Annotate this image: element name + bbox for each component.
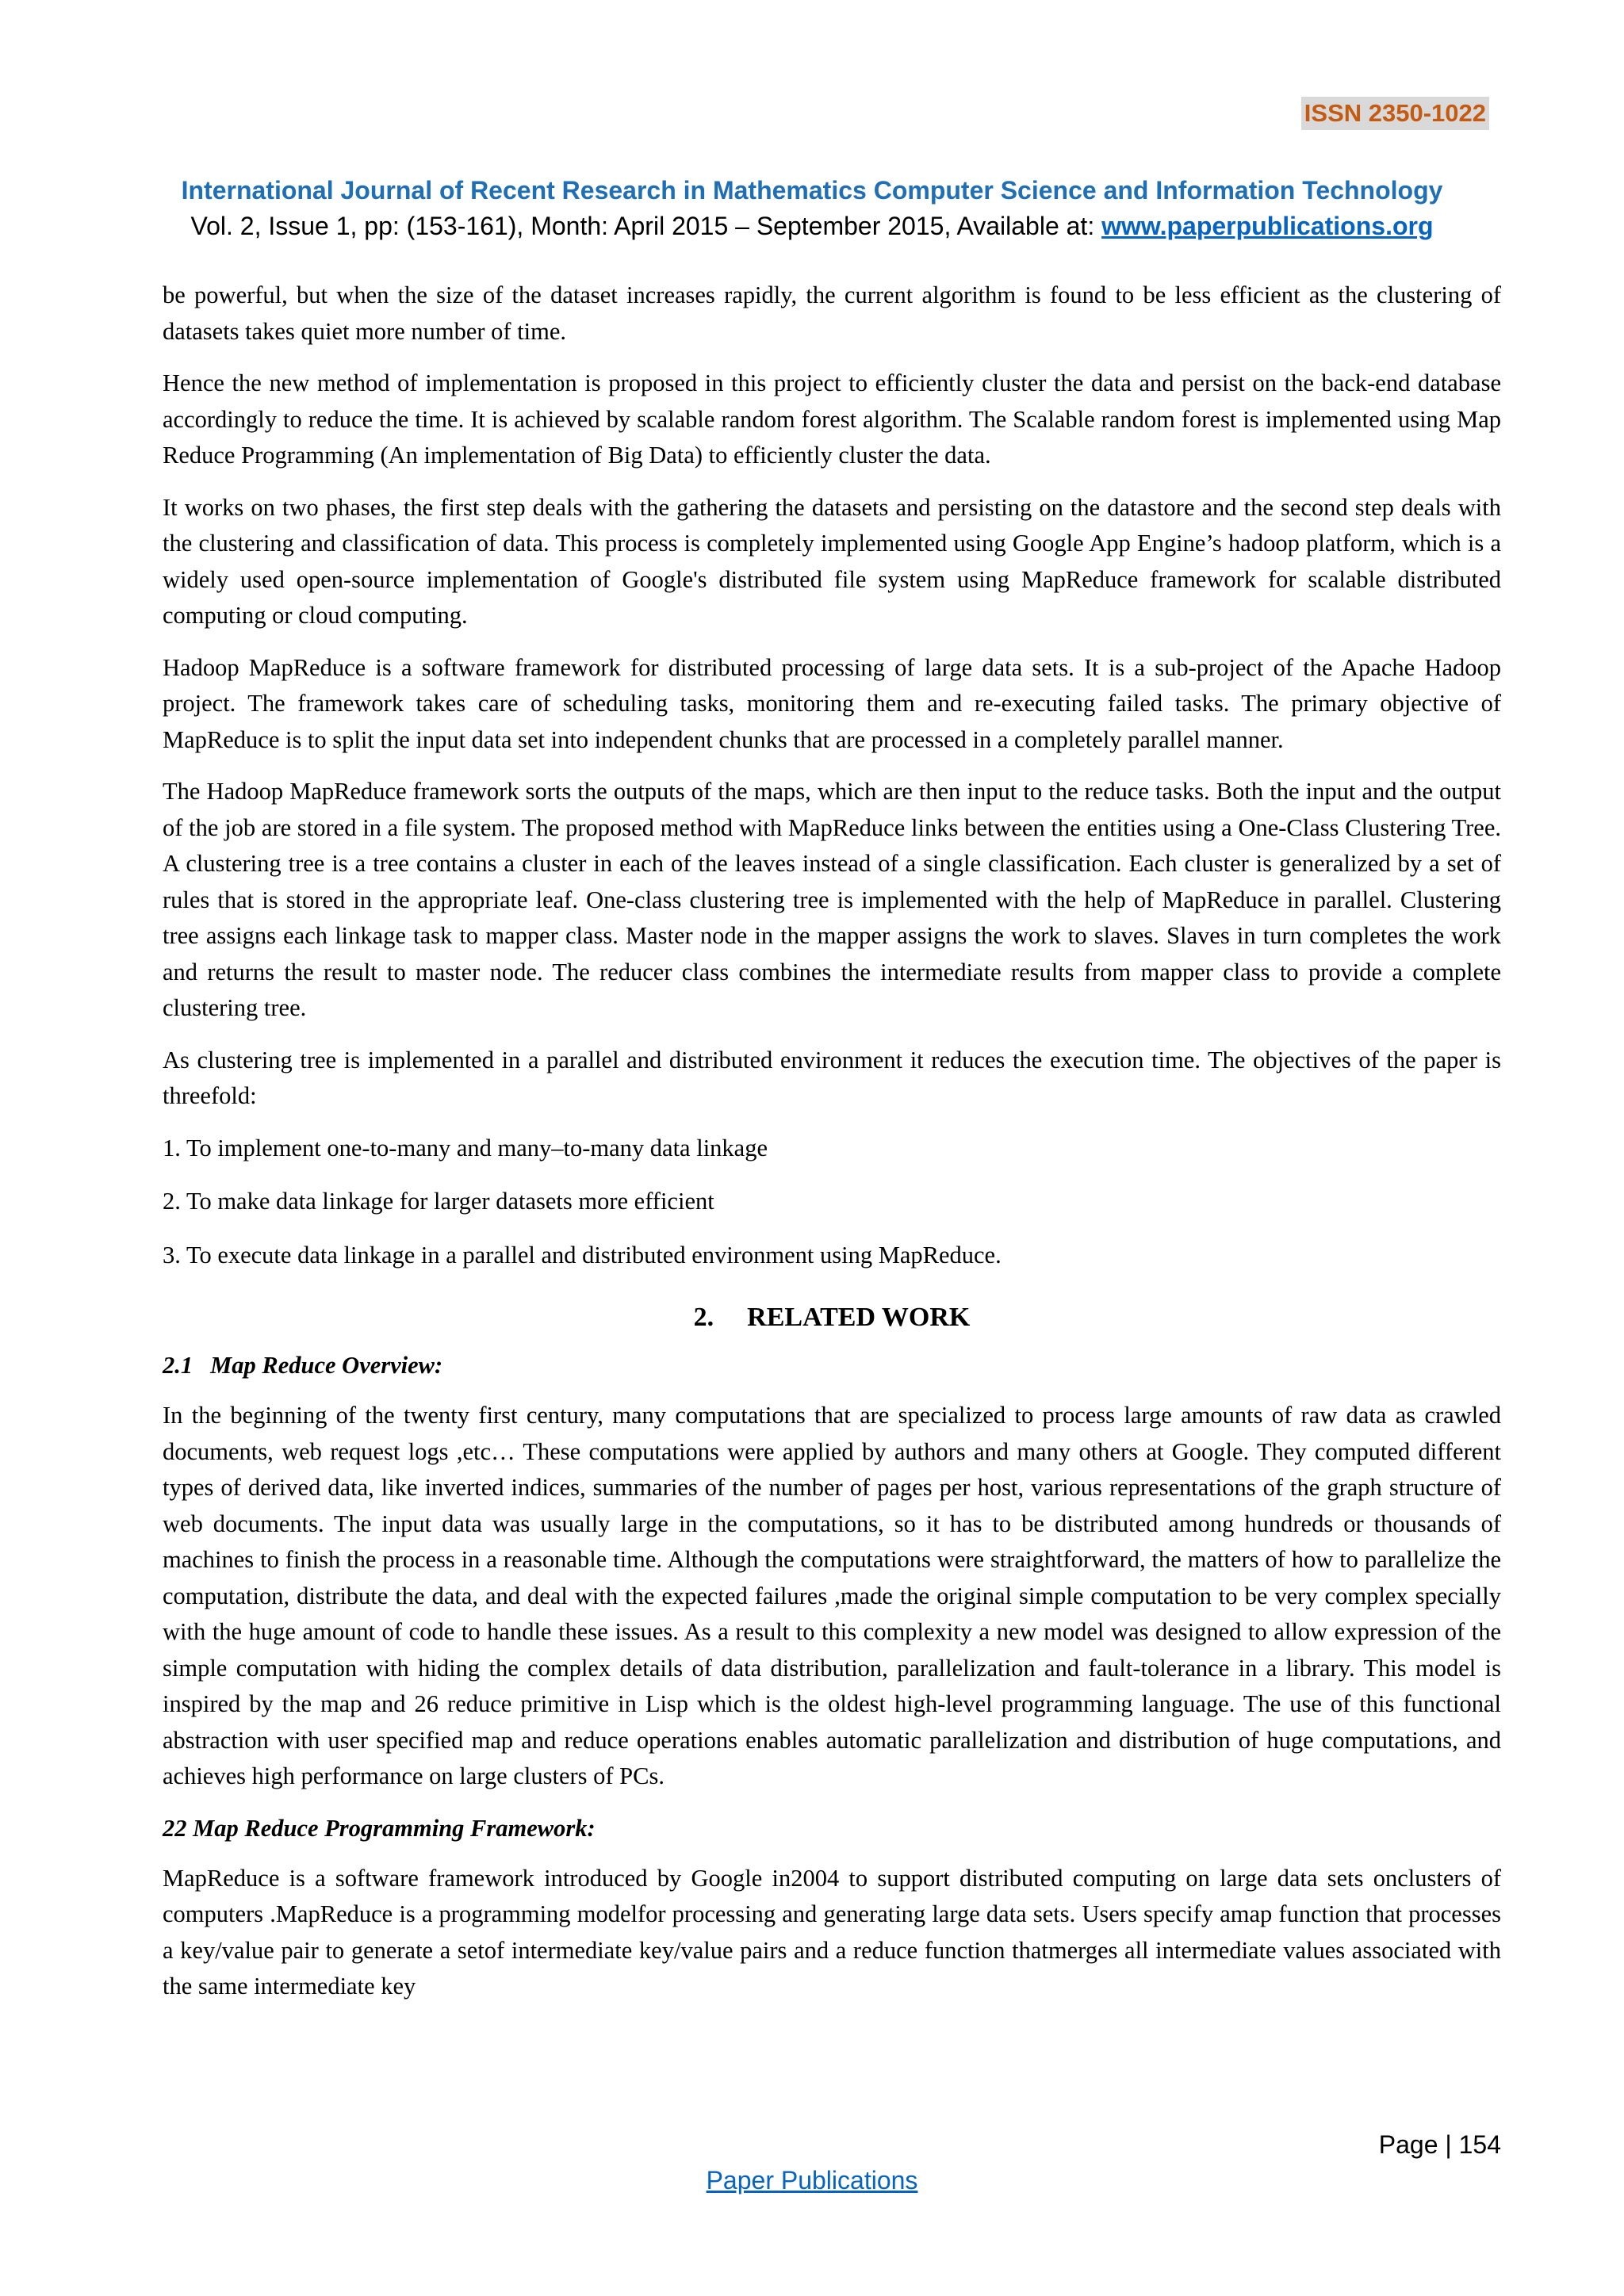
publisher-link[interactable]: Paper Publications <box>706 2166 918 2195</box>
objective-item: 3. To execute data linkage in a parallel and distributed environment using MapReduce. <box>163 1241 1002 1269</box>
journal-title: International Journal of Recent Research in Mathematics Computer Science and Information Technology <box>181 176 1443 205</box>
paragraph: Hadoop MapReduce is a software framework for distributed processing of large data sets. It is a sub-project of the Apache Hadoop project. The framework takes care of scheduling tasks, monitoring them and re-executing failed tasks. The primary objective of MapReduce is to split the input data set into independent chunks that are processed in a completely parallel manner. <box>163 653 1501 753</box>
journal-info-text: Vol. 2, Issue 1, pp: (153-161), Month: April 2015 – September 2015, Available at: <box>190 212 1102 240</box>
subsection-heading <box>163 1811 1501 1846</box>
paragraph: The Hadoop MapReduce framework sorts the outputs of the maps, which are then input to the reduce tasks. Both the input and the output of the job are stored in a file system. The proposed method with MapReduce links between the entities using a One-Class Clustering Tree. A clustering tree is a tree contains a cluster in each of the leaves instead of a single classification. Each cluster is generalized by a set of rules that is stored in the appropriate leaf. One-class clustering tree is implemented with the help of MapReduce in parallel. Clustering tree assigns each linkage task to mapper class. Master node in the mapper assigns the work to slaves. Slaves in turn completes the work and returns the result to master node. The reducer class combines the intermediate results from mapper class to provide a complete clustering tree. <box>163 778 1501 1021</box>
paragraph: In the beginning of the twenty first century, many computations that are specialized to process large amounts of raw data as crawled documents, web request logs ,etc… These computations were applied by authors and many others at Google. They computed different types of derived data, like inverted indices, summaries of the number of pages per host, various representations of the graph structure of web documents. The input data was usually large in the computations, so it has to be distributed among hundreds or thousands of machines to finish the process in a reasonable time. Although the computations were straightforward, the matters of how to parallelize the computation, distribute the data, and deal with the expected failures ,made the original simple computation to be very complex specially with the huge amount of code to handle these issues. As a result to this complexity a new model was designed to allow expression of the simple computation with hiding the complex details of data distribution, parallelization and fault-tolerance in a library. This model is inspired by the map and 26 reduce primitive in Lisp which is the oldest high-level programming language. The use of this functional abstraction with user specified map and reduce operations enables automatic parallelization and distribution of huge computations, and achieves high performance on large clusters of PCs. <box>163 1402 1501 1789</box>
section-title: RELATED WORK <box>747 1303 971 1332</box>
subsection-heading <box>163 1348 1501 1383</box>
subsection-title: 22 Map Reduce Programming Framework: <box>163 1814 596 1842</box>
paragraph: Hence the new method of implementation is proposed in this project to efficiently cluster the data and persist on the back-end database accordingly to reduce the time. It is achieved by scalable random forest algorithm. The Scalable random forest is implemented using Map Reduce Programming (An implementation of Big Data) to efficiently cluster the data. <box>163 369 1501 469</box>
subsection-number: 2.1 <box>163 1352 193 1379</box>
body-content <box>163 277 1501 2021</box>
objective-item: 1. To implement one-to-many and many–to-many data linkage <box>163 1134 768 1161</box>
page-number: Page | 154 <box>1378 2130 1501 2159</box>
paragraph: It works on two phases, the first step deals with the gathering the datasets and persisting on the datastore and the second step deals with the clustering and classification of data. This process is completely implemented using Google App Engine’s hadoop platform, which is a widely used open-source implementation of Google's distributed file system using MapReduce framework for scalable distributed computing or cloud computing. <box>163 493 1501 629</box>
journal-website-link[interactable]: www.paperpublications.org <box>1101 212 1434 240</box>
footer <box>0 2163 1624 2198</box>
section-heading <box>163 1299 1501 1337</box>
paragraph: MapReduce is a software framework introduced by Google in2004 to support distributed computing on large data sets onclusters of computers .MapReduce is a programming modelfor processing and generating large data sets. Users specify amap function that processes a key/value pair to generate a setof intermediate key/value pairs and a reduce function thatmerges all intermediate values associated with the same intermediate key <box>163 1864 1501 1999</box>
paragraph: As clustering tree is implemented in a parallel and distributed environment it reduces the execution time. The objectives of the paper is threefold: <box>163 1046 1501 1109</box>
journal-info <box>0 209 1624 243</box>
paragraph: be powerful, but when the size of the dataset increases rapidly, the current algorithm is found to be less efficient as the clustering of datasets takes quiet more number of time. <box>163 281 1501 345</box>
issn-label: ISSN 2350-1022 <box>1301 97 1489 130</box>
subsection-title: Map Reduce Overview: <box>210 1352 443 1379</box>
section-number: 2. <box>693 1303 714 1332</box>
objective-item: 2. To make data linkage for larger datasets more efficient <box>163 1188 714 1215</box>
